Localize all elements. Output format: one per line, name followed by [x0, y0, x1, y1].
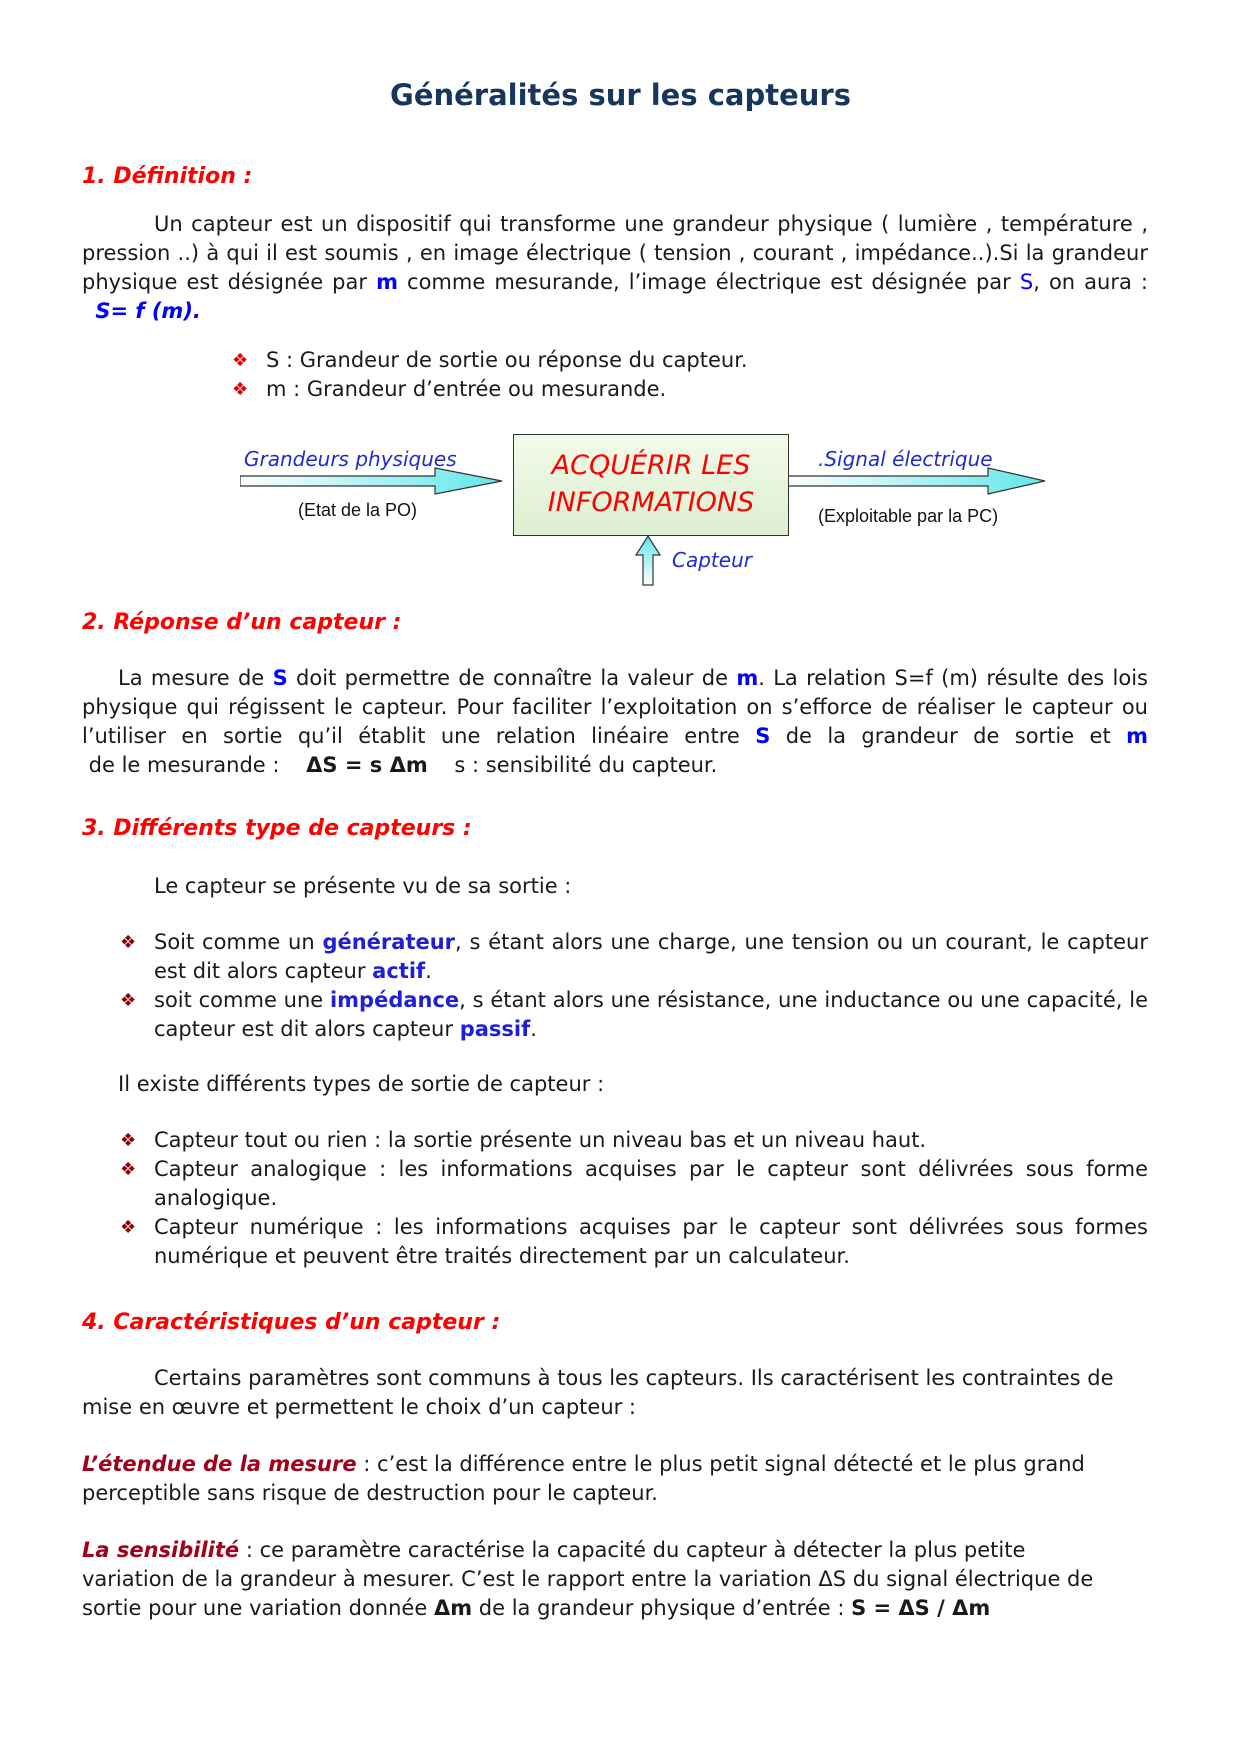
sensibilite-paragraph [82, 1536, 1122, 1623]
keyword-m: m [736, 666, 759, 690]
acquire-info-box [513, 434, 789, 536]
keyword-s: S [755, 724, 771, 748]
diamond-bullet-icon: ❖ [120, 932, 137, 953]
list-item-text: Capteur tout ou rien : la sortie présente un niveau bas et un niveau haut. [154, 1128, 927, 1152]
diamond-bullet-icon: ❖ [232, 350, 249, 371]
list-item [120, 928, 1148, 986]
section-3-heading: 3. Différents type de capteurs : [82, 816, 472, 841]
section-3-intro-2: Il existe différents types de sortie de capteur : [118, 1072, 605, 1096]
list-item-text: Capteur numérique : les informations acquises par le capteur sont délivrées sous formes numérique et peuvent être traités directement par un calculateur. [154, 1215, 1148, 1268]
keyword-s: S [272, 666, 288, 690]
keyword: actif [372, 959, 426, 983]
text: : ce paramètre caractérise la capacité du capteur à détecter la plus petite variation de la grandeur à mesurer. C’est le rapport entre la variation ΔS du signal électrique de sortie pour une variation donnée [82, 1538, 1094, 1620]
formula: S = ΔS / Δm [851, 1596, 991, 1620]
list-item [120, 1155, 1148, 1213]
term-etendue: L’étendue de la mesure [82, 1452, 357, 1476]
formula: Δm [433, 1596, 473, 1620]
keyword-s: S [1019, 270, 1034, 294]
text: La mesure de [118, 666, 273, 690]
box-line-1: ACQUÉRIR LES [551, 450, 751, 481]
section-3-sortie-types [120, 1126, 1148, 1271]
diamond-bullet-icon: ❖ [120, 990, 137, 1011]
section-3-intro: Le capteur se présente vu de sa sortie : [154, 874, 572, 898]
section-2-paragraph [82, 664, 1148, 780]
text: comme mesurande, l’image électrique est désignée par [397, 270, 1020, 294]
term-sensibilite: La sensibilité [82, 1538, 240, 1562]
text: : c’est la différence entre le plus petit signal détecté et le plus grand perceptible sans risque de destruction pour le capteur. [82, 1452, 1085, 1505]
section-1-bullets [232, 346, 932, 404]
input-sublabel: (Etat de la PO) [298, 500, 418, 520]
formula: S= f (m). [95, 299, 201, 323]
keyword: générateur [322, 930, 456, 954]
diamond-bullet-icon: ❖ [120, 1159, 137, 1180]
text: , s étant alors une charge, une tension ou un courant, le capteur est dit alors capteur [154, 930, 1148, 983]
diamond-bullet-icon: ❖ [232, 379, 249, 400]
text: s : sensibilité du capteur. [427, 753, 718, 777]
section-3-output-types [120, 928, 1148, 1044]
keyword: passif [459, 1017, 531, 1041]
list-item-text: m : Grandeur d’entrée ou mesurande. [266, 377, 667, 401]
text: de la grandeur physique d’entrée : [472, 1596, 852, 1620]
text: . [425, 959, 432, 983]
keyword-m: m [376, 270, 398, 294]
text: de le mesurande : [82, 753, 307, 777]
text: , s étant alors une résistance, une inductance ou une capacité, le capteur est dit alors capteur [154, 988, 1148, 1041]
box-line-2: INFORMATIONS [547, 487, 755, 518]
text: . [530, 1017, 537, 1041]
formula: ΔS = s Δm [306, 753, 428, 777]
list-item [120, 1213, 1148, 1271]
text: doit permettre de connaître la valeur de [287, 666, 737, 690]
text: . La relation S=f (m) résulte des lois physique qui régissent le capteur. Pour faciliter l’exploitation on s’efforce de réaliser le capteur ou l’utiliser en sortie qu’il établit une relation linéaire entre [82, 666, 1148, 748]
list-item-text: S : Grandeur de sortie ou réponse du capteur. [266, 348, 748, 372]
diamond-bullet-icon: ❖ [120, 1217, 137, 1238]
list-item-text: Capteur analogique : les informations acquises par le capteur sont délivrées sous forme analogique. [154, 1157, 1148, 1210]
list-item [232, 346, 932, 375]
list-item [120, 1126, 1148, 1155]
keyword: impédance [329, 988, 460, 1012]
section-4-heading: 4. Caractéristiques d’un capteur : [82, 1310, 501, 1335]
text: de la grandeur de sortie et [770, 724, 1127, 748]
section-4-intro: Certains paramètres sont communs à tous les capteurs. Ils caractérisent les contraintes de mise en œuvre et permettent le choix d’un capteur : [82, 1366, 1114, 1419]
etendue-paragraph [82, 1450, 1122, 1508]
text: Un capteur est un dispositif qui transforme une grandeur physique ( lumière , température , pression ..) à qui il est soumis , en image électrique ( tension , courant , impédance..).Si la grandeur physique est désignée par [82, 212, 1148, 294]
output-label: .Signal électrique [818, 447, 993, 471]
input-label: Grandeurs physiques [244, 447, 457, 471]
sensor-label: Capteur [672, 548, 752, 572]
section-1-heading: 1. Définition : [82, 164, 253, 189]
diamond-bullet-icon: ❖ [120, 1130, 137, 1151]
list-item [120, 986, 1148, 1044]
section-2-heading: 2. Réponse d’un capteur : [82, 610, 402, 635]
list-item [232, 375, 932, 404]
keyword-m: m [1126, 724, 1148, 748]
text: Soit comme un [154, 930, 323, 954]
section-1-paragraph [82, 210, 1148, 326]
text: , on aura : [1033, 270, 1148, 294]
output-sublabel: (Exploitable par la PC) [818, 506, 999, 526]
page-title: Généralités sur les capteurs [390, 78, 851, 112]
text: soit comme une [154, 988, 330, 1012]
